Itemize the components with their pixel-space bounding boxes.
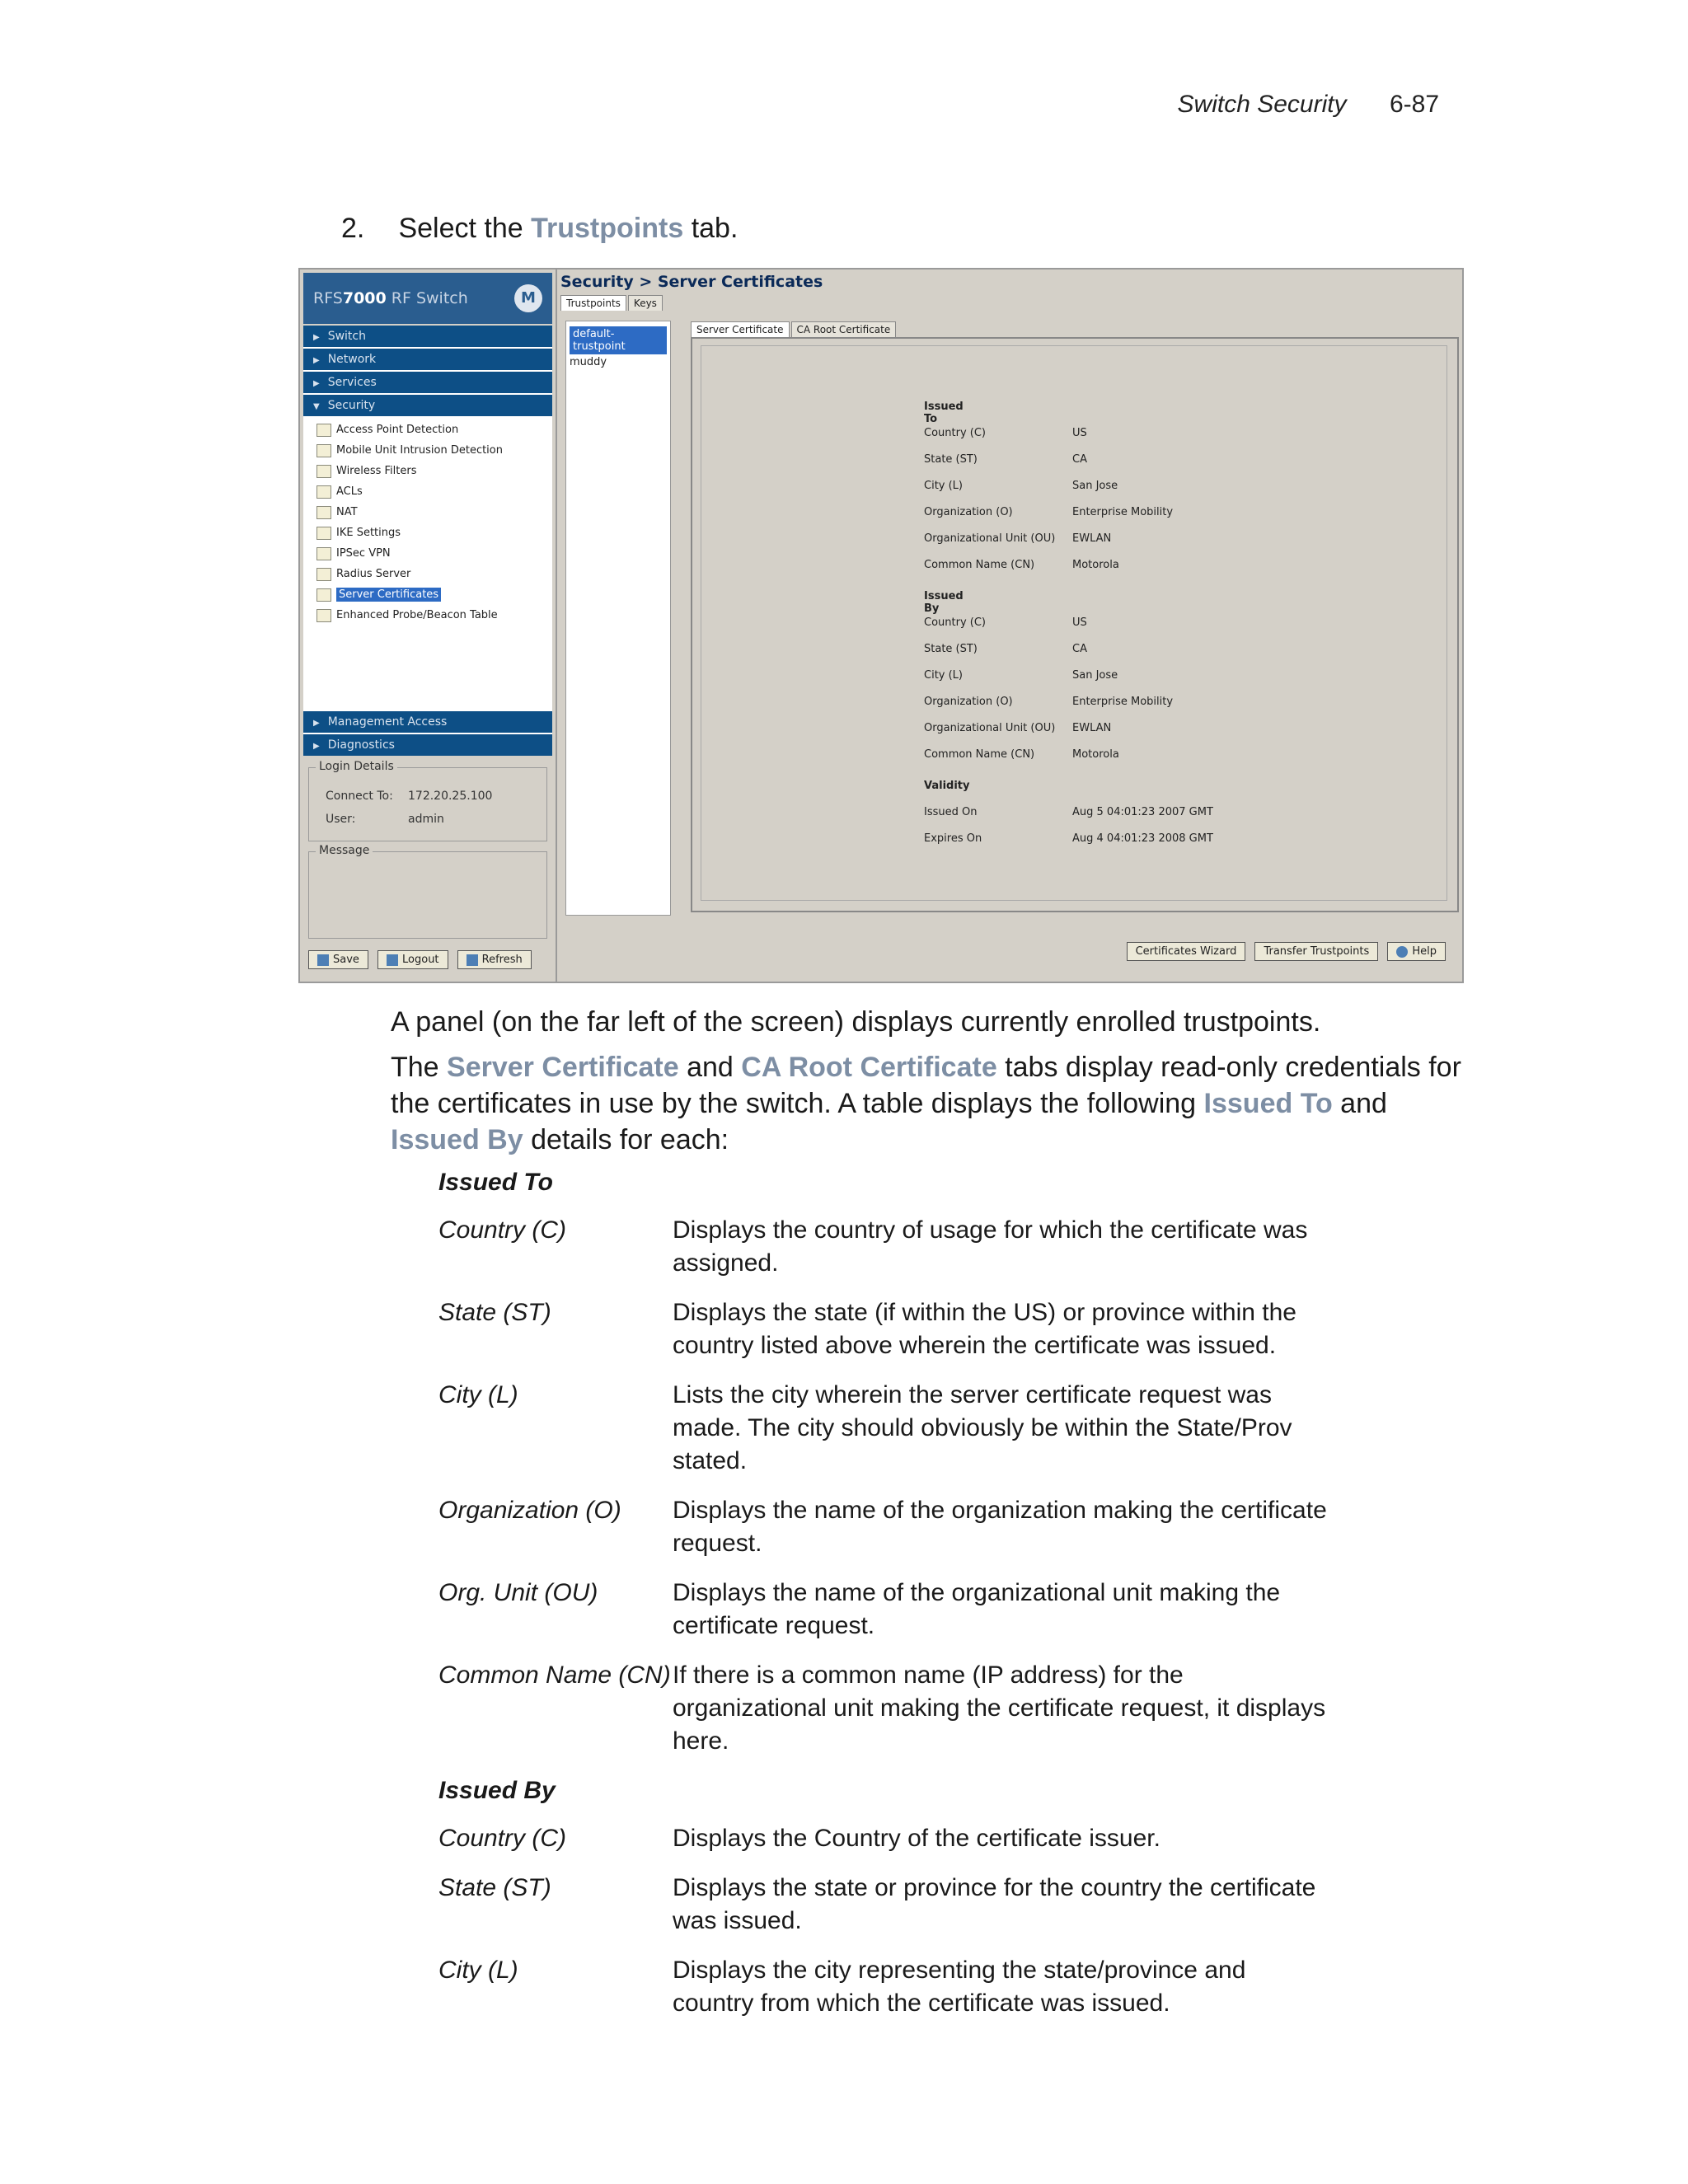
tab-ca-root-certificate[interactable]: CA Root Certificate bbox=[791, 321, 897, 337]
validity-heading: Validity bbox=[924, 780, 970, 792]
main-tabs bbox=[560, 294, 664, 311]
breadcrumb: Security > Server Certificates bbox=[560, 273, 823, 291]
cert-key: Organization (O) bbox=[924, 506, 1013, 518]
cert-value: San Jose bbox=[1072, 480, 1118, 492]
tab-server-certificate[interactable]: Server Certificate bbox=[691, 321, 790, 337]
cert-tabs bbox=[691, 321, 898, 337]
nav-tree bbox=[303, 326, 552, 754]
nav-security[interactable]: ▼ Security bbox=[303, 395, 552, 416]
cert-key: Organizational Unit (OU) bbox=[924, 722, 1056, 734]
hl-issued-by: Issued By bbox=[391, 1124, 523, 1155]
help-button[interactable]: Help bbox=[1387, 942, 1446, 961]
cert-value: CA bbox=[1072, 453, 1087, 466]
tree-item[interactable]: ACLs bbox=[316, 481, 552, 502]
hl-server-certificate: Server Certificate bbox=[447, 1052, 679, 1083]
step-text-post: tab. bbox=[691, 213, 738, 244]
certificate-icon bbox=[316, 588, 331, 602]
login-details bbox=[303, 761, 552, 942]
cert-key: Issued On bbox=[924, 806, 978, 818]
cert-key: Organizational Unit (OU) bbox=[924, 532, 1056, 545]
def-desc: Displays the city representing the state/province and country from which the certificate was issued. bbox=[673, 1957, 1246, 2017]
arrow-down-icon: ▼ bbox=[313, 402, 320, 411]
tab-keys[interactable]: Keys bbox=[628, 295, 663, 311]
security-items bbox=[303, 418, 552, 626]
left-button-row bbox=[308, 950, 537, 969]
def-desc: Lists the city wherein the server certificate request was made. The city should obviously be within the State/Prov stated. bbox=[673, 1381, 1292, 1474]
tree-item-icon bbox=[316, 465, 331, 478]
tree-item[interactable]: NAT bbox=[316, 502, 552, 523]
cert-value: US bbox=[1072, 616, 1087, 629]
tree-item[interactable]: IKE Settings bbox=[316, 523, 552, 543]
cert-value: CA bbox=[1072, 643, 1087, 655]
def-desc: Displays the name of the organizational unit making the certificate request. bbox=[673, 1579, 1281, 1639]
connect-value: 172.20.25.100 bbox=[408, 790, 493, 803]
user-value: admin bbox=[408, 813, 444, 826]
def-row bbox=[438, 1494, 1378, 1560]
cert-value: Motorola bbox=[1072, 748, 1119, 761]
step-number: 2. bbox=[341, 213, 365, 244]
nav-switch[interactable]: ▶ Switch bbox=[303, 326, 552, 347]
tree-item-selected[interactable]: Server Certificates bbox=[316, 584, 552, 605]
cert-key: Organization (O) bbox=[924, 696, 1013, 708]
tree-item[interactable]: Wireless Filters bbox=[316, 461, 552, 481]
cert-key: Country (C) bbox=[924, 427, 986, 439]
connect-label: Connect To: bbox=[326, 790, 393, 803]
def-term: Common Name (CN) bbox=[438, 1661, 671, 1689]
paragraph-2: The Server Certificate and CA Root Certificate tabs display read-only credentials for the certificates in use by the switch. A table displays the following Issued To and Issued By details for each: bbox=[391, 1052, 1461, 1155]
certificate-pane bbox=[691, 321, 1457, 911]
def-term: City (L) bbox=[438, 1957, 518, 1984]
def-term: Country (C) bbox=[438, 1825, 567, 1852]
help-icon bbox=[1396, 946, 1408, 958]
definition-list bbox=[438, 1166, 1378, 2036]
certificates-wizard-button[interactable]: Certificates Wizard bbox=[1127, 942, 1246, 961]
def-desc: Displays the country of usage for which the certificate was assigned. bbox=[673, 1216, 1308, 1277]
tree-item-icon bbox=[316, 424, 331, 437]
cert-box bbox=[691, 337, 1459, 912]
cert-value: Enterprise Mobility bbox=[1072, 696, 1174, 708]
step-2 bbox=[341, 213, 738, 245]
def-desc: Displays the name of the organization making the certificate request. bbox=[673, 1497, 1327, 1557]
def-desc: Displays the state or province for the country the certificate was issued. bbox=[673, 1874, 1316, 1934]
issued-by-heading: Issued By bbox=[924, 590, 964, 615]
cert-value: EWLAN bbox=[1072, 532, 1112, 545]
nav-network[interactable]: ▶ Network bbox=[303, 349, 552, 370]
cert-value: US bbox=[1072, 427, 1087, 439]
tree-item[interactable]: IPSec VPN bbox=[316, 543, 552, 564]
def-desc: If there is a common name (IP address) for the organizational unit making the certificate request, it displays here. bbox=[673, 1661, 1326, 1755]
save-icon bbox=[317, 954, 329, 966]
tree-item[interactable]: Radius Server bbox=[316, 564, 552, 584]
cert-value: Enterprise Mobility bbox=[1072, 506, 1174, 518]
cert-value: San Jose bbox=[1072, 669, 1118, 682]
tab-trustpoints[interactable]: Trustpoints bbox=[560, 295, 626, 311]
arrow-right-icon: ▶ bbox=[313, 356, 320, 365]
trustpoint-list bbox=[565, 321, 671, 916]
def-row bbox=[438, 1379, 1378, 1478]
tree-item[interactable]: Enhanced Probe/Beacon Table bbox=[316, 605, 552, 626]
app-screenshot bbox=[298, 268, 1464, 983]
def-desc: Displays the Country of the certificate issuer. bbox=[673, 1825, 1160, 1852]
nav-management-access[interactable]: ▶ Management Access bbox=[303, 711, 552, 733]
tree-item[interactable]: Access Point Detection bbox=[316, 419, 552, 440]
hl-issued-to: Issued To bbox=[1203, 1088, 1333, 1119]
message-fieldset bbox=[308, 844, 547, 939]
def-row bbox=[438, 1822, 1378, 1855]
save-button[interactable]: Save bbox=[308, 950, 368, 969]
tree-item-icon bbox=[316, 506, 331, 519]
tree-item-icon bbox=[316, 609, 331, 622]
page-header bbox=[1178, 91, 1439, 119]
tree-item-icon bbox=[316, 568, 331, 581]
tree-item[interactable]: Mobile Unit Intrusion Detection bbox=[316, 440, 552, 461]
cert-inner bbox=[701, 345, 1447, 901]
arrow-right-icon: ▶ bbox=[313, 742, 320, 751]
def-term: State (ST) bbox=[438, 1874, 551, 1901]
login-fieldset bbox=[308, 760, 547, 841]
nav-services[interactable]: ▶ Services bbox=[303, 372, 552, 393]
tree-item-icon bbox=[316, 444, 331, 457]
cert-value: Aug 5 04:01:23 2007 GMT bbox=[1072, 806, 1213, 818]
logout-button[interactable]: Logout bbox=[377, 950, 448, 969]
cert-key: City (L) bbox=[924, 669, 963, 682]
issued-by-title: Issued By bbox=[438, 1777, 556, 1804]
cert-key: State (ST) bbox=[924, 643, 978, 655]
section-title: Switch Security bbox=[1177, 91, 1347, 118]
def-row bbox=[438, 1296, 1378, 1362]
def-term: Organization (O) bbox=[438, 1497, 621, 1524]
logout-icon bbox=[387, 954, 398, 966]
step-highlight: Trustpoints bbox=[531, 213, 684, 244]
step-text-pre: Select the bbox=[398, 213, 523, 244]
trustpoint-muddy[interactable]: muddy bbox=[570, 356, 607, 368]
brand-name: RFS7000 RF Switch bbox=[313, 289, 468, 307]
paragraph-1: A panel (on the far left of the screen) displays currently enrolled trustpoints. bbox=[391, 1006, 1321, 1038]
cert-key: State (ST) bbox=[924, 453, 978, 466]
def-row bbox=[438, 1954, 1378, 2020]
message-legend: Message bbox=[316, 844, 373, 857]
refresh-icon bbox=[467, 954, 478, 966]
user-label: User: bbox=[326, 813, 356, 826]
cert-key: City (L) bbox=[924, 480, 963, 492]
tree-item-icon bbox=[316, 485, 331, 499]
cert-key: Expires On bbox=[924, 832, 982, 845]
def-row bbox=[438, 1872, 1378, 1938]
issued-to-heading: Issued To bbox=[924, 401, 964, 425]
left-panel bbox=[300, 269, 557, 982]
cert-key: Common Name (CN) bbox=[924, 748, 1035, 761]
cert-value: EWLAN bbox=[1072, 722, 1112, 734]
brand-bar bbox=[303, 273, 552, 324]
refresh-button[interactable]: Refresh bbox=[457, 950, 532, 969]
cert-key: Country (C) bbox=[924, 616, 986, 629]
def-term: Org. Unit (OU) bbox=[438, 1579, 598, 1606]
arrow-right-icon: ▶ bbox=[313, 379, 320, 388]
lock-icon bbox=[316, 527, 331, 540]
transfer-trustpoints-button[interactable]: Transfer Trustpoints bbox=[1254, 942, 1378, 961]
page-number: 6-87 bbox=[1389, 91, 1439, 118]
def-term: State (ST) bbox=[438, 1299, 551, 1326]
login-legend: Login Details bbox=[316, 760, 397, 773]
def-term: Country (C) bbox=[438, 1216, 567, 1244]
right-button-row bbox=[1127, 942, 1451, 961]
arrow-right-icon: ▶ bbox=[313, 333, 320, 342]
motorola-logo-icon: M bbox=[514, 284, 542, 312]
cert-value: Motorola bbox=[1072, 559, 1119, 571]
nav-diagnostics[interactable]: ▶ Diagnostics bbox=[303, 734, 552, 756]
cert-key: Common Name (CN) bbox=[924, 559, 1035, 571]
def-row bbox=[438, 1659, 1378, 1758]
nav-bottom bbox=[303, 711, 552, 757]
def-desc: Displays the state (if within the US) or province within the country listed above wherein the certificate was issued. bbox=[673, 1299, 1296, 1359]
def-row bbox=[438, 1214, 1378, 1280]
def-term: City (L) bbox=[438, 1381, 518, 1408]
right-panel bbox=[557, 269, 1464, 982]
hl-ca-root-certificate: CA Root Certificate bbox=[741, 1052, 997, 1083]
cert-value: Aug 4 04:01:23 2008 GMT bbox=[1072, 832, 1213, 845]
issued-to-title: Issued To bbox=[438, 1169, 553, 1196]
trustpoint-default[interactable]: default-trustpoint bbox=[570, 326, 667, 354]
arrow-right-icon: ▶ bbox=[313, 719, 320, 728]
tree-item-icon bbox=[316, 547, 331, 560]
def-row bbox=[438, 1577, 1378, 1643]
